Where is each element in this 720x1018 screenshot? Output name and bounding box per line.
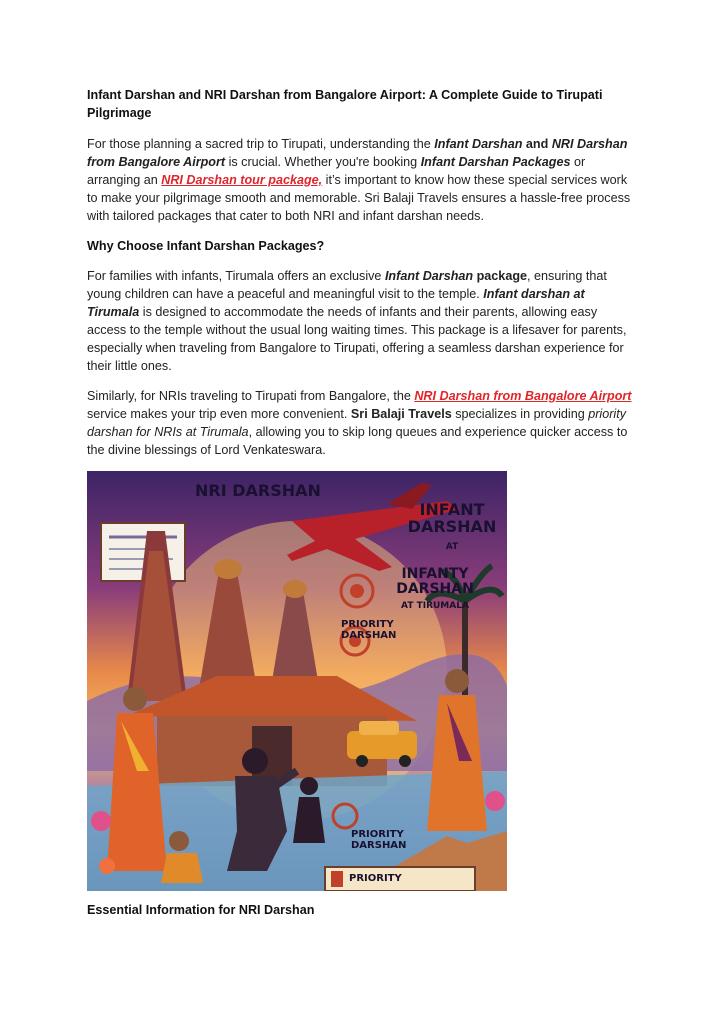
text-run: , allowing you to skip long queues and experience quicker access to the divine blessings of Lord Venkateswara. <box>87 425 628 457</box>
car-icon <box>347 731 417 759</box>
intro-paragraph <box>87 135 637 225</box>
label-priority-banner: PRIORITY <box>349 873 402 884</box>
label-infanty-darshan-text: INFANTY DARSHAN <box>396 566 474 597</box>
text-run-bold: NRI Darshan from Bangalore Airport <box>87 137 628 169</box>
label-priority-darshan-1: PRIORITY DARSHAN <box>341 619 397 641</box>
car-wheel <box>399 755 411 767</box>
text-run-bold: Infant darshan at Tirumala <box>87 287 585 319</box>
label-priority-darshan-2: PRIORITY DARSHAN <box>351 829 407 851</box>
car-roof <box>359 721 399 735</box>
text-run: Similarly, for NRIs traveling to Tirupati from Bangalore, the <box>87 389 415 403</box>
flower-icon <box>485 791 505 811</box>
text-run: is crucial. Whether you're booking <box>225 155 421 169</box>
car-wheel <box>356 755 368 767</box>
banner-icon <box>331 871 343 887</box>
label-infant-darshan-text: INFANT DARSHAN <box>407 500 497 536</box>
nri-darshan-tour-package-link[interactable]: NRI Darshan tour package, <box>161 173 323 187</box>
text-run-bold: Infant Darshan <box>384 269 474 283</box>
text-run-bold: package <box>473 269 528 283</box>
text-run: , ensuring that young children can have a peaceful and meaningful visit to the temple. <box>87 269 607 301</box>
section-heading-why-choose: Why Choose Infant Darshan Packages? <box>87 239 325 253</box>
target-icon-center <box>350 584 364 598</box>
dome-center <box>214 559 242 579</box>
label-tirumala-text: AT TIRUMALA <box>401 601 469 611</box>
woman-right-head <box>445 669 469 693</box>
flower-icon <box>91 811 111 831</box>
text-run: For families with infants, Tirumala offers an exclusive <box>87 269 385 283</box>
text-run: or arranging an <box>87 155 586 187</box>
text-run-bold: Sri Balaji Travels <box>350 407 452 421</box>
nri-darshan-paragraph <box>87 387 637 459</box>
article-title: Infant Darshan and NRI Darshan from Bangalore Airport: A Complete Guide to Tirupati Pilgrimage <box>87 88 603 120</box>
woman-left-head <box>123 687 147 711</box>
dome-right <box>283 580 307 598</box>
text-run: specializes in providing <box>451 407 589 421</box>
text-run: For those planning a sacred trip to Tirupati, understanding the <box>87 137 435 151</box>
label-at-text: AT <box>445 542 459 552</box>
nri-darshan-bangalore-airport-link[interactable]: NRI Darshan from Bangalore Airport <box>414 389 632 403</box>
baby-body <box>161 853 203 883</box>
text-run: it’s important to know how these special services work to make your pilgrimage smooth and memorable. Sri Balaji Travels ensures a hassle-free process with tailored packages that cater to both NRI and infant darshan needs. <box>87 173 631 223</box>
section-heading-essential-info: Essential Information for NRI Darshan <box>87 903 315 917</box>
text-run: is designed to accommodate the needs of infants and their parents, allowing easy access to the temple without the usual long waiting times. This package is a lifesaver for parents, especially when traveling from Bangalore to Tirupati, offering a seamless darshan experience for their little ones. <box>87 305 627 373</box>
text-run-bold: Infant Darshan Packages <box>420 155 571 169</box>
baby-head <box>169 831 189 851</box>
father-head <box>242 748 268 774</box>
infant-darshan-paragraph <box>87 267 637 375</box>
child-head <box>300 777 318 795</box>
label-infant-darshan <box>397 501 507 556</box>
label-infanty-darshan <box>385 567 485 614</box>
article <box>87 86 637 931</box>
label-nri-darshan: NRI DARSHAN <box>195 481 321 500</box>
text-run-bold: and <box>522 137 552 151</box>
text-run-italic: priority darshan for NRIs at Tirumala <box>87 407 627 439</box>
illustration-temple-darshan <box>87 471 507 891</box>
text-run-bold: Infant Darshan <box>434 137 523 151</box>
text-run: service makes your trip even more convenient. <box>87 407 351 421</box>
flower-icon <box>99 858 115 874</box>
